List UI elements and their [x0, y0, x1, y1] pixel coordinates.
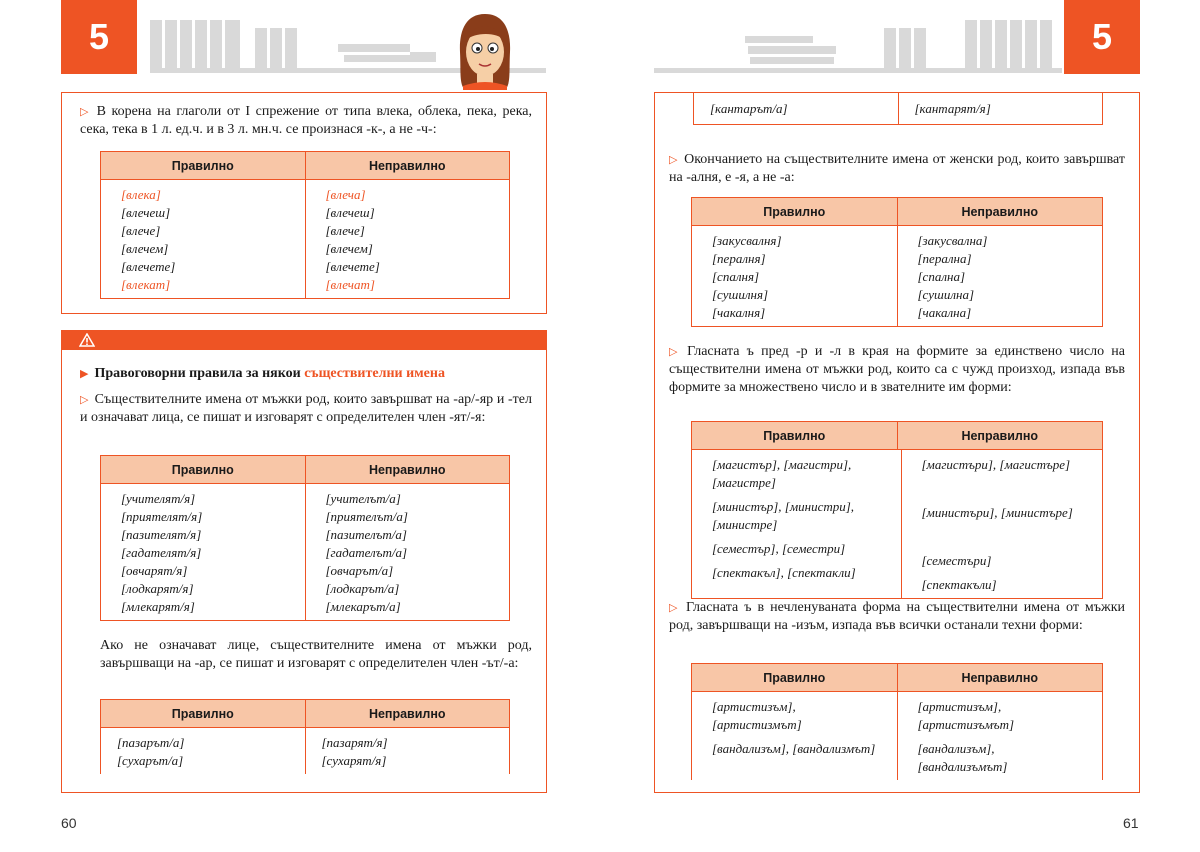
vowel-drop-rule-paragraph: ▷ Гласната ъ пред -р и -л в края на формите за единствено число на съществителни имена от мъжки род, които са с чужд произход, изпада във формите за множествено число и в звателните им форми: [669, 344, 1125, 395]
table-cell: [закусвална] [917, 233, 988, 248]
chapter-number-tab: 5 [1064, 0, 1140, 74]
warning-triangle-icon [79, 333, 95, 347]
table-cell: [млекарът/а] [325, 599, 401, 614]
table-cell: [гадателът/а] [325, 545, 408, 560]
table-cell: [чакална] [917, 305, 972, 320]
table-cell: [сушилна] [917, 287, 975, 302]
arrow-outline-icon: ▷ [669, 345, 682, 358]
table-cell: [магистър], [магистри], [магистре] [712, 457, 852, 490]
table-cell: [артистизъм], [артистизмът] [712, 699, 802, 732]
table-cell: [лодкарът/а] [325, 581, 400, 596]
correct-column [694, 92, 899, 124]
table-cell: [перална] [917, 251, 972, 266]
feminine-rule-paragraph: ▷ Окончанието на съществителните имена от женски род, които завършват на -алня, е -я, а не -а: [669, 152, 1125, 185]
table-cell: [млекарят/я] [121, 599, 195, 614]
table-cell: [семестър], [семестри] [712, 541, 846, 556]
col-header-wrong: Неправилно [368, 462, 446, 477]
table-cell: [кантарът/а] [710, 100, 788, 116]
table-cell: [влече] [325, 223, 365, 238]
arrow-filled-icon: ▶ [80, 367, 89, 380]
table-cell: [спектакъли] [921, 577, 997, 592]
noun-table-continued [693, 92, 1103, 125]
table-cell: [артистизъм], [артистизъмът] [917, 699, 1015, 732]
table-cell: [кантарят/я] [914, 100, 991, 116]
table-cell: [сухарът/а] [117, 753, 184, 768]
box-noun-rules [61, 330, 547, 793]
correct-column [692, 450, 902, 598]
arrow-outline-icon: ▷ [669, 153, 679, 166]
correct-column [692, 692, 898, 780]
table-cell: [овчарът/а] [325, 563, 394, 578]
table-cell: [влека] [121, 187, 161, 202]
box-verb-rule [61, 92, 547, 314]
col-header-correct: Правилно [692, 422, 898, 449]
table-cell: [пазарът/а] [117, 735, 185, 750]
col-header-correct: Правилно [101, 456, 306, 483]
izam-rule-paragraph: ▷ Гласната ъ в нечленуваната форма на съществителни имена от мъжки род, завършващи на -изъм, изпада във всички останали техни форми: [669, 600, 1126, 633]
noun-rules-heading: ▶ Правоговорни правила за някои съществителни имена [80, 366, 445, 381]
right-page [600, 0, 1200, 852]
col-header-correct: Правилно [101, 152, 306, 179]
table-cell: [семестъри] [921, 553, 992, 568]
col-header-wrong: Неправилно [961, 670, 1039, 685]
table-cell: [влечете] [325, 259, 380, 274]
table-cell: [лодкарят/я] [121, 581, 194, 596]
col-header-correct: Правилно [692, 198, 898, 225]
table-cell: [спектакъл], [спектакли] [712, 565, 856, 580]
table-cell: [овчарят/я] [121, 563, 188, 578]
table-cell: [гадателят/я] [121, 545, 202, 560]
table-cell: [приятелят/я] [121, 509, 203, 524]
table-cell: [учителът/а] [325, 491, 401, 506]
verb-rule-paragraph: ▷ В корена на глаголи от I спрежение от типа влека, облека, пека, река, сека, тека в 1 л. ед.ч. и в 3 л. мн.ч. се произнася -к-, а не -ч-: [80, 104, 533, 137]
table-cell: [закусвалня] [712, 233, 782, 248]
chapter-number-tab: 5 [61, 0, 137, 74]
col-header-wrong: Неправилно [961, 204, 1039, 219]
verb-table [100, 151, 510, 299]
table-cell: [влечеш] [121, 205, 171, 220]
vowel-drop-table [691, 421, 1103, 599]
correct-column [101, 484, 306, 620]
col-header-wrong: Неправилно [368, 158, 446, 173]
wrong-column [306, 180, 510, 298]
noun-table-1 [100, 455, 510, 621]
table-cell: [магистъри], [магистъре] [921, 457, 1071, 472]
col-header-correct: Правилно [101, 700, 306, 727]
noun-table-2 [100, 699, 510, 774]
izam-table [691, 663, 1103, 780]
table-cell: [влечат] [325, 277, 375, 292]
arrow-outline-icon: ▷ [669, 601, 680, 614]
table-cell: [учителят/я] [121, 491, 196, 506]
table-cell: [пазителът/а] [325, 527, 407, 542]
wrong-column [306, 728, 510, 774]
table-cell: [спална] [917, 269, 966, 284]
table-cell: [пералня] [712, 251, 766, 266]
noun-rule-paragraph-1: ▷ Съществителните имена от мъжки род, които завършват на -ар/-яр и -тел и означават лица, се пишат и изговарят с определителен член -ят/-я: [80, 392, 532, 425]
col-header-wrong: Неправилно [368, 706, 446, 721]
page-number: 60 [61, 815, 77, 831]
arrow-outline-icon: ▷ [80, 393, 89, 406]
table-cell: [влеча] [325, 187, 366, 202]
wrong-column [898, 692, 1103, 780]
table-cell: [сухарят/я] [321, 753, 387, 768]
table-cell: [пазарят/я] [321, 735, 388, 750]
box-noun-rules-continued [654, 92, 1140, 793]
table-cell: [пазителят/я] [121, 527, 202, 542]
feminine-table [691, 197, 1103, 327]
table-cell: [вандализъм], [вандализмът] [712, 741, 876, 756]
table-cell: [влекат] [121, 277, 171, 292]
table-cell: [министър], [министри], [министре] [712, 499, 855, 532]
table-cell: [чакалня] [712, 305, 766, 320]
girl-illustration [455, 12, 515, 90]
table-cell: [сушилня] [712, 287, 769, 302]
table-cell: [влечем] [325, 241, 373, 256]
correct-column [101, 728, 306, 774]
table-cell: [влечем] [121, 241, 169, 256]
wrong-column [902, 450, 1103, 598]
table-cell: [приятелът/а] [325, 509, 408, 524]
wrong-column [306, 484, 510, 620]
table-cell: [спалня] [712, 269, 760, 284]
page-number: 61 [1123, 815, 1139, 831]
table-cell: [влечеш] [325, 205, 375, 220]
table-cell: [влечете] [121, 259, 176, 274]
col-header-wrong: Неправилно [961, 428, 1039, 443]
arrow-outline-icon: ▷ [80, 105, 91, 118]
warning-bar [61, 330, 547, 350]
table-cell: [министъри], [министъре] [921, 505, 1073, 520]
col-header-correct: Правилно [692, 664, 898, 691]
correct-column [101, 180, 306, 298]
correct-column [692, 226, 898, 326]
table-cell: [влече] [121, 223, 161, 238]
wrong-column [898, 226, 1103, 326]
noun-rule-paragraph-2: Ако не означават лице, съществителните имена от мъжки род, завършващи на -ар, се пишат и изговарят с определителен член -ът/-а: [100, 638, 532, 671]
table-cell: [вандализъм], [вандализъмът] [917, 741, 1008, 774]
wrong-column [899, 92, 1103, 124]
